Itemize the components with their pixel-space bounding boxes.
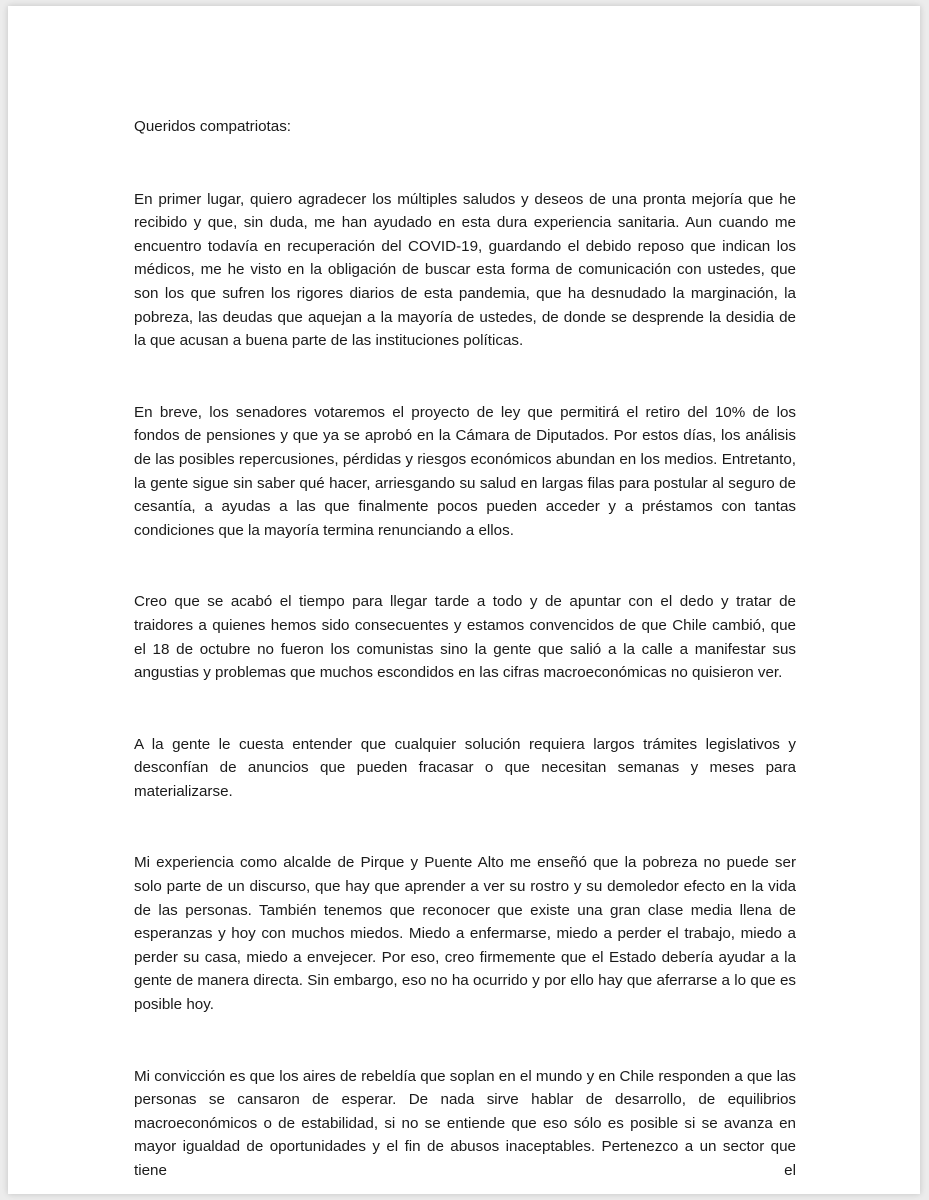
paragraph-6: Mi convicción es que los aires de rebeldía que soplan en el mundo y en Chile responden a que las personas se cansaron de esperar. De nada sirve hablar de desarrollo, de equilibrios macroeconómicos o de estabilidad, si no se entiende que eso sólo es posible si se avanza en mayor igualdad de oportunidades y el fin de abusos inaceptables. Pertenezco a un sector que tiene el	[134, 1067, 796, 1179]
paragraph-1: En primer lugar, quiero agradecer los múltiples saludos y deseos de una pronta mejoría que he recibido y que, sin duda, me han ayudado en esta dura experiencia sanitaria. Aun cuando me encuentro todavía en recuperación del COVID-19, guardando el debido reposo que indican los médicos, me he visto en la obligación de buscar esta forma de comunicación con ustedes, que son los que sufren los rigores diarios de esta pandemia, que ha desnudado la marginación, la pobreza, las deudas que aquejan a la mayoría de ustedes, de donde se desprende la desidia de la que acusan a buena parte de las instituciones políticas.	[134, 190, 796, 350]
paragraph-4: A la gente le cuesta entender que cualquier solución requiera largos trámites legislativos y desconfían de anuncios que pueden fracasar o que necesitan semanas y meses para materializarse.	[134, 735, 796, 800]
letter-body	[134, 115, 796, 1183]
document-page	[8, 6, 920, 1194]
salutation: Queridos compatriotas:	[134, 118, 292, 135]
paragraph-3: Creo que se acabó el tiempo para llegar tarde a todo y de apuntar con el dedo y tratar de traidores a quienes hemos sido consecuentes y estamos convencidos de que Chile cambió, que el 18 de octubre no fueron los comunistas sino la gente que salió a la calle a manifestar sus angustias y problemas que muchos escondidos en las cifras macroeconómicas no quisieron ver.	[134, 593, 796, 682]
paragraph-5: Mi experiencia como alcalde de Pirque y Puente Alto me enseñó que la pobreza no puede ser solo parte de un discurso, que hay que aprender a ver su rostro y su demoledor efecto en la vida de las personas. También tenemos que reconocer que existe una gran clase media llena de esperanzas y hoy con muchos miedos. Miedo a enfermarse, miedo a perder el trabajo, miedo a perder su casa, miedo a envejecer. Por eso, creo firmemente que el Estado debería ayudar a la gente de manera directa. Sin embargo, eso no ha ocurrido y por ello hay que aferrarse a lo que es posible hoy.	[134, 854, 796, 1014]
paragraph-2: En breve, los senadores votaremos el proyecto de ley que permitirá el retiro del 10% de los fondos de pensiones y que ya se aprobó en la Cámara de Diputados. Por estos días, los análisis de las posibles repercusiones, pérdidas y riesgos económicos abundan en los medios. Entretanto, la gente sigue sin saber qué hacer, arriesgando su salud en largas filas para postular al seguro de cesantía, a ayudas a las que finalmente pocos pueden acceder y a préstamos con tantas condiciones que la mayoría termina renunciando a ellos.	[134, 403, 796, 539]
